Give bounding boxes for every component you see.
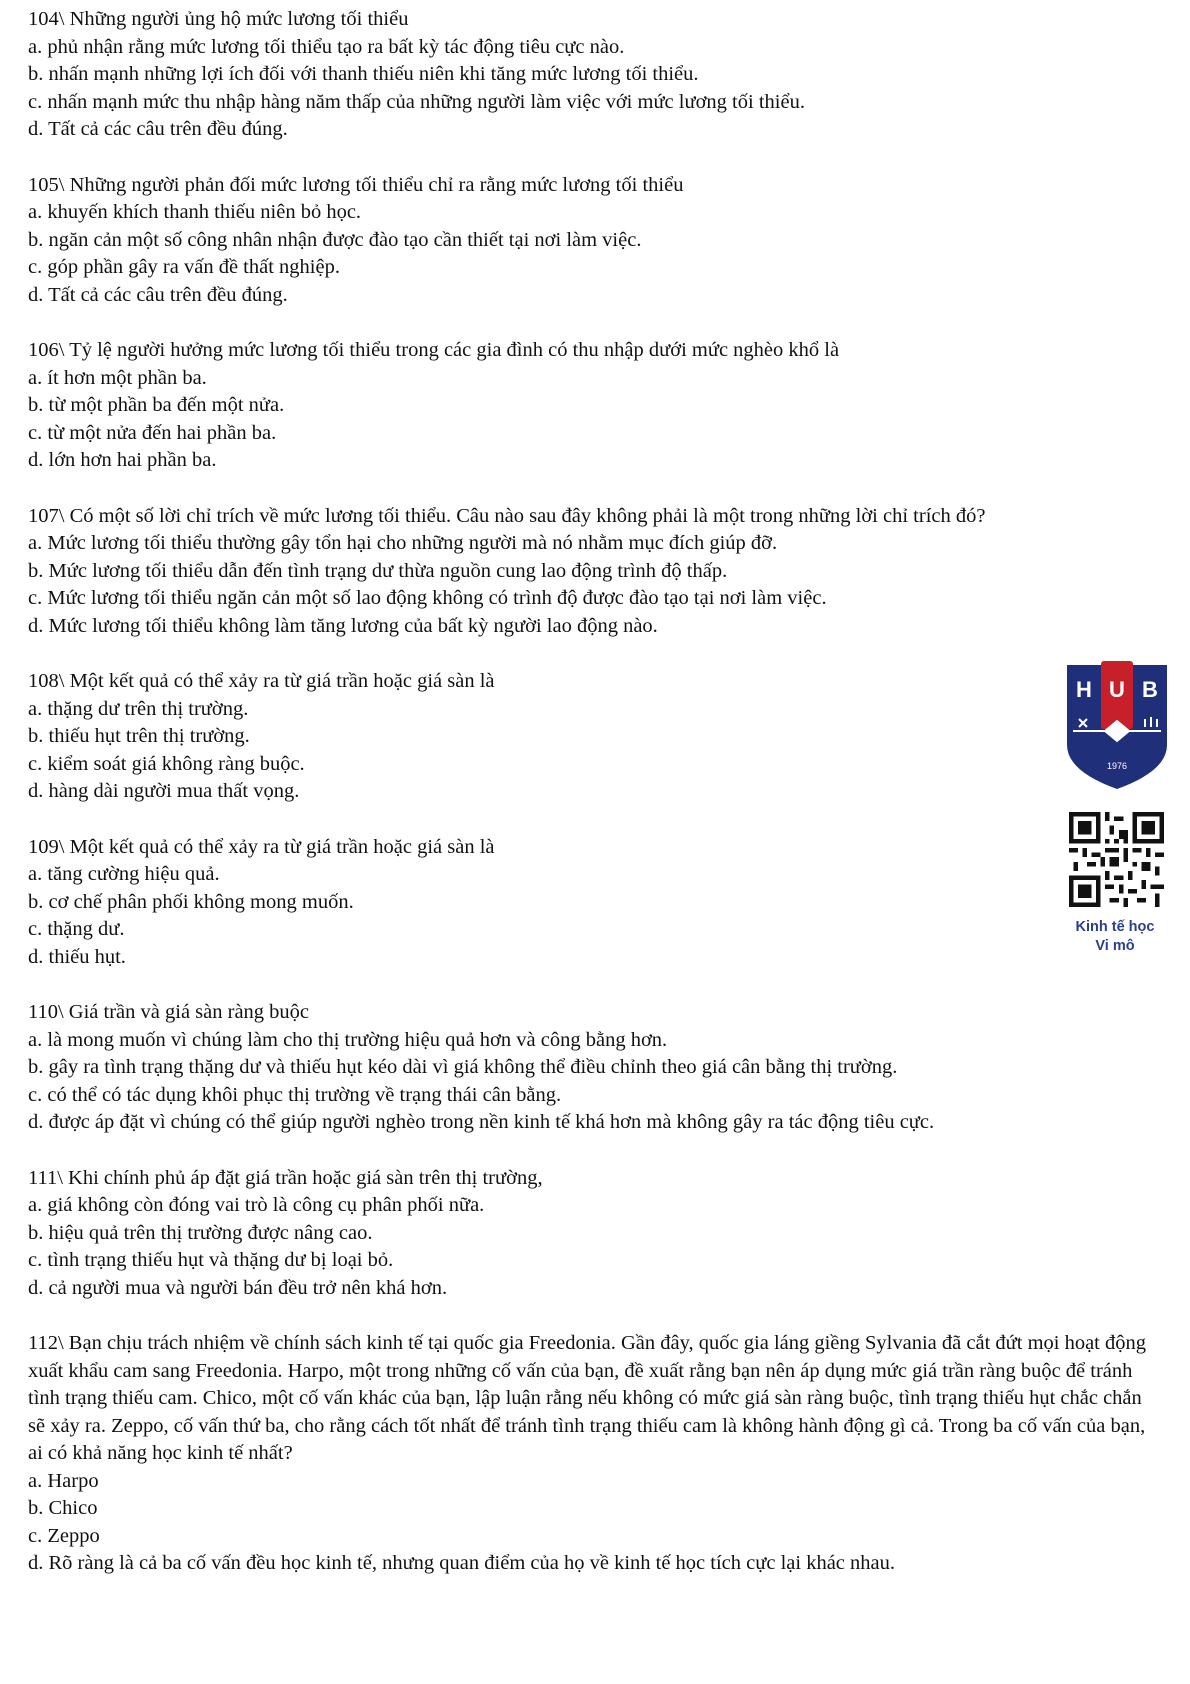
logo-letter-u: U bbox=[1109, 677, 1125, 702]
option-c: c. Mức lương tối thiểu ngăn cản một số lao động không có trình độ được đào tạo tại nơi làm việc. bbox=[28, 587, 827, 609]
logo-year: 1976 bbox=[1106, 761, 1128, 771]
question-text: 106\ Tỷ lệ người hưởng mức lương tối thiểu trong các gia đình có thu nhập dưới mức nghèo khổ là bbox=[28, 339, 840, 361]
option-d: d. được áp đặt vì chúng có thể giúp người nghèo trong nền kinh tế khá hơn mà không gây ra tác động tiêu cực. bbox=[28, 1111, 935, 1133]
option-d: d. lớn hơn hai phần ba. bbox=[28, 449, 217, 471]
option-b: b. từ một phần ba đến một nửa. bbox=[28, 394, 285, 416]
question-104 bbox=[28, 6, 1163, 144]
option-b: b. thiếu hụt trên thị trường. bbox=[28, 725, 250, 747]
question-106 bbox=[28, 337, 1163, 475]
option-a: a. phủ nhận rằng mức lương tối thiểu tạo ra bất kỳ tác động tiêu cực nào. bbox=[28, 35, 625, 58]
question-text: 105\ Những người phản đối mức lương tối thiểu chỉ ra rằng mức lương tối thiểu bbox=[28, 173, 684, 196]
option-a: a. là mong muốn vì chúng làm cho thị trường hiệu quả hơn và công bằng hơn. bbox=[28, 1028, 668, 1051]
option-c: c. tình trạng thiếu hụt và thặng dư bị loại bỏ. bbox=[28, 1249, 394, 1271]
option-b: b. gây ra tình trạng thặng dư và thiếu hụt kéo dài vì giá không thể điều chỉnh theo giá cân bằng thị trường. bbox=[28, 1056, 898, 1078]
option-d: d. Rõ ràng là cả ba cố vấn đều học kinh tế, nhưng quan điểm của họ về kinh tế học tích cực lại khác nhau. bbox=[28, 1552, 895, 1574]
option-a: a. ít hơn một phần ba. bbox=[28, 366, 207, 389]
question-text: 111\ Khi chính phủ áp đặt giá trần hoặc giá sàn trên thị trường, bbox=[28, 1166, 543, 1189]
question-text: 107\ Có một số lời chỉ trích về mức lương tối thiểu. Câu nào sau đây không phải là một trong những lời chỉ trích đó? bbox=[28, 504, 986, 527]
document-body bbox=[28, 6, 1163, 1606]
question-text: 104\ Những người ủng hộ mức lương tối thiểu bbox=[28, 8, 409, 30]
logo-letter-b: B bbox=[1142, 677, 1158, 702]
question-107 bbox=[28, 503, 1163, 641]
option-d: d. thiếu hụt. bbox=[28, 945, 126, 968]
option-c: c. từ một nửa đến hai phần ba. bbox=[28, 421, 277, 444]
option-c: c. kiểm soát giá không ràng buộc. bbox=[28, 752, 305, 775]
option-d: d. cả người mua và người bán đều trở nên khá hơn. bbox=[28, 1276, 448, 1299]
caption-line-1: Kinh tế học bbox=[1075, 919, 1155, 935]
question-108 bbox=[28, 668, 1163, 806]
question-105 bbox=[28, 172, 1163, 310]
option-b: b. hiệu quả trên thị trường được nâng cao. bbox=[28, 1221, 373, 1244]
option-c: c. có thể có tác dụng khôi phục thị trường về trạng thái cân bằng. bbox=[28, 1083, 562, 1106]
option-d: d. hàng dài người mua thất vọng. bbox=[28, 780, 300, 802]
option-c: c. nhấn mạnh mức thu nhập hàng năm thấp của những người làm việc với mức lương tối thiểu. bbox=[28, 90, 805, 113]
option-c: c. góp phần gây ra vấn đề thất nghiệp. bbox=[28, 256, 340, 278]
option-d: d. Mức lương tối thiểu không làm tăng lương của bất kỳ người lao động nào. bbox=[28, 614, 658, 637]
question-text: 109\ Một kết quả có thể xảy ra từ giá trần hoặc giá sàn là bbox=[28, 835, 495, 858]
question-110 bbox=[28, 999, 1163, 1137]
option-d: d. Tất cả các câu trên đều đúng. bbox=[28, 118, 288, 140]
option-a: a. khuyến khích thanh thiếu niên bỏ học. bbox=[28, 201, 362, 223]
question-112 bbox=[28, 1330, 1163, 1578]
option-c: c. Zeppo bbox=[28, 1524, 100, 1547]
hub-shield-logo bbox=[1065, 659, 1169, 791]
question-109 bbox=[28, 834, 1163, 972]
question-111 bbox=[28, 1165, 1163, 1303]
option-b: b. Chico bbox=[28, 1497, 98, 1519]
option-a: a. tăng cường hiệu quả. bbox=[28, 863, 220, 885]
question-text: 112\ Bạn chịu trách nhiệm về chính sách kinh tế tại quốc gia Freedonia. Gần đây, quốc gia láng giềng Sylvania đã cắt đứt mọi hoạt động xuất khẩu cam sang Freedonia. Harpo, một trong những cố vấn của bạn, đề xuất rằng bạn nên áp dụng mức giá trần ràng buộc để tránh tình trạng thiếu cam. Chico, một cố vấn khác của bạn, lập luận rằng nếu không có mức giá sàn ràng buộc, tình trạng thiếu hụt chắc chắn sẽ xảy ra. Zeppo, cố vấn thứ ba, cho rằng cách tốt nhất để tránh tình trạng thiếu cam là không hành động gì cả. Trong ba cố vấn của bạn, ai có khả năng học kinh tế nhất? bbox=[28, 1332, 1147, 1464]
logo-letter-h: H bbox=[1076, 677, 1092, 702]
option-b: b. ngăn cản một số công nhân nhận được đào tạo cần thiết tại nơi làm việc. bbox=[28, 228, 642, 251]
option-b: b. cơ chế phân phối không mong muốn. bbox=[28, 890, 354, 913]
option-d: d. Tất cả các câu trên đều đúng. bbox=[28, 283, 288, 306]
option-a: a. giá không còn đóng vai trò là công cụ phân phối nữa. bbox=[28, 1194, 485, 1216]
option-a: a. Mức lương tối thiểu thường gây tổn hại cho những người mà nó nhằm mục đích giúp đỡ. bbox=[28, 532, 778, 554]
caption-line-2: Vi mô bbox=[1095, 938, 1135, 954]
question-text: 110\ Giá trần và giá sàn ràng buộc bbox=[28, 1001, 310, 1023]
option-b: b. Mức lương tối thiểu dẫn đến tình trạng dư thừa nguồn cung lao động trình độ thấp. bbox=[28, 559, 728, 582]
question-text: 108\ Một kết quả có thể xảy ra từ giá trần hoặc giá sàn là bbox=[28, 670, 495, 692]
option-a: a. thặng dư trên thị trường. bbox=[28, 697, 249, 720]
option-c: c. thặng dư. bbox=[28, 918, 125, 940]
option-b: b. nhấn mạnh những lợi ích đối với thanh thiếu niên khi tăng mức lương tối thiểu. bbox=[28, 63, 699, 85]
qr-code-icon bbox=[1069, 812, 1164, 907]
subject-caption bbox=[1040, 918, 1190, 956]
option-a: a. Harpo bbox=[28, 1469, 99, 1492]
